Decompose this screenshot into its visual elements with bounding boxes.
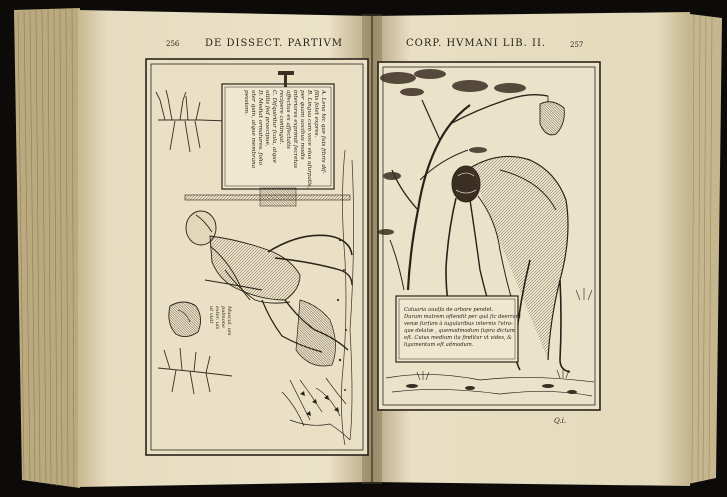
left-inset-caption: A. Lena hic que ſuis fibris diſ- ſilis ſolet expres. B. Lingua cum voce eius uſurpatis, per quam uocibus modis interiores exprimit ſecretas affectus ex aſſectatis recipere contingat. C. Diſquiritur ſcala, atque utilis ſed praecipue, D. Mediat ormatures. ſolio uter quin, atque membrana pessiom. (243, 90, 326, 189)
right-caption: Caluaria auulſa de arbore pendet. Duram matrem oſtendit per quã ſic deerrant venæ ſurſum à iugularibus internis ?vtra- que delatæ , quemadmodum ſupra dictum eſt. Cuius medium ita finditur vt vides, & ligamentum eſt admodum. (404, 307, 522, 348)
right-running-title: CORP. HVMANI LIB. II. (406, 38, 547, 49)
specimen-label: Muscul. um pulmone exter. uis ut visit (208, 306, 232, 336)
right-page-number: 257 (570, 41, 584, 49)
left-page-number: 256 (166, 40, 180, 48)
signature-mark: Q.i. (554, 417, 567, 425)
left-running-title: DE DISSECT. PARTIVM (205, 38, 343, 49)
